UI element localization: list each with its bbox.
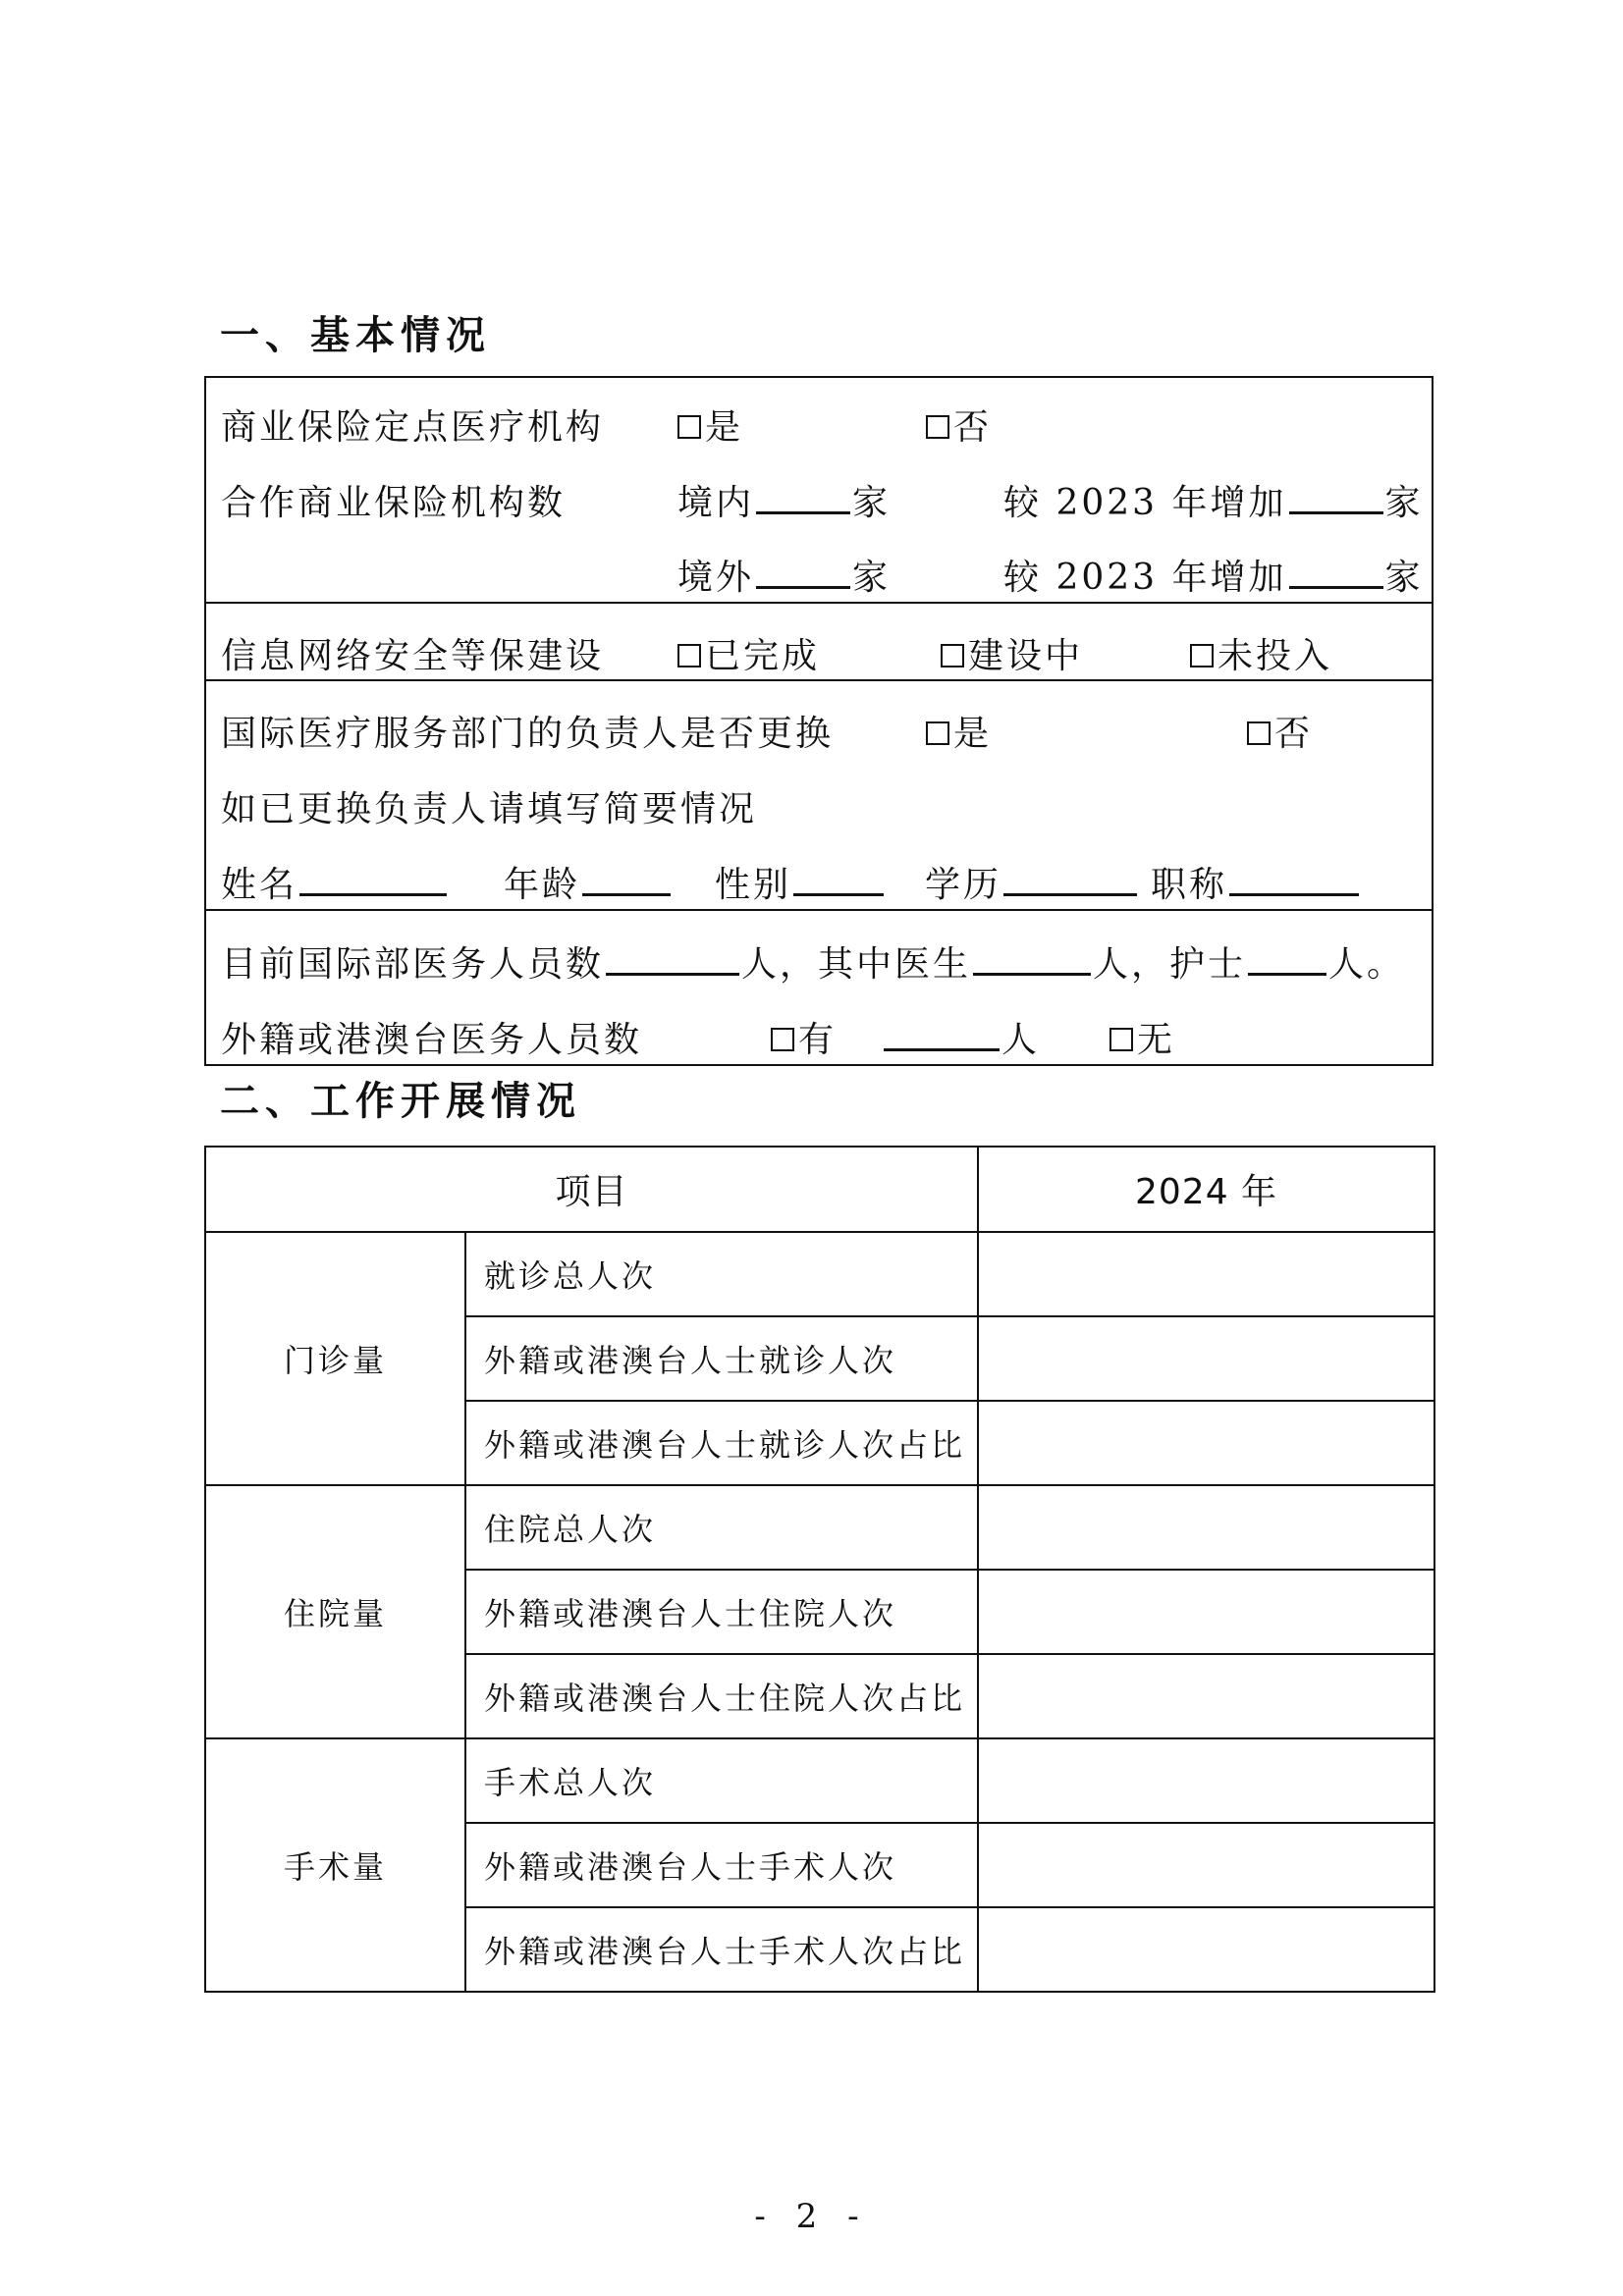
row-label: 手术总人次 bbox=[465, 1738, 978, 1823]
checkbox[interactable] bbox=[1190, 644, 1214, 667]
doctor-count-blank[interactable] bbox=[973, 943, 1091, 976]
column-header-item: 项目 bbox=[205, 1147, 978, 1232]
name-blank[interactable] bbox=[299, 864, 447, 896]
group-outpatient: 门诊量 bbox=[205, 1232, 465, 1485]
leader-no-option[interactable]: 否 bbox=[1247, 706, 1313, 756]
value-cell[interactable] bbox=[978, 1316, 1434, 1401]
education-blank[interactable] bbox=[1003, 864, 1137, 896]
insurance-yes-option[interactable]: 是 bbox=[677, 400, 743, 450]
checkbox[interactable] bbox=[677, 415, 701, 439]
value-cell[interactable] bbox=[978, 1907, 1434, 1992]
education-field: 学历 bbox=[925, 857, 1139, 907]
leader-yes-option[interactable]: 是 bbox=[926, 706, 992, 756]
leader-label: 国际医疗服务部门的负责人是否更换 bbox=[221, 714, 835, 754]
insurance-no-option[interactable]: 否 bbox=[926, 400, 992, 450]
row-label: 住院总人次 bbox=[465, 1485, 978, 1570]
foreign-increase-field: 较 2023 年增加 家 bbox=[1003, 558, 1424, 598]
domestic-increase-field: 较 2023 年增加 家 bbox=[1003, 483, 1424, 523]
checkbox[interactable] bbox=[926, 415, 949, 439]
domestic-increase-blank[interactable] bbox=[1289, 482, 1383, 514]
value-cell[interactable] bbox=[978, 1401, 1434, 1485]
security-done-option[interactable]: 已完成 bbox=[677, 628, 820, 678]
foreign-staff-label: 外籍或港澳台医务人员数 bbox=[221, 1020, 643, 1060]
leader-note: 如已更换负责人请填写简要情况 bbox=[221, 789, 758, 829]
page-number: - 2 - bbox=[754, 2197, 869, 2236]
nurse-count-blank[interactable] bbox=[1248, 943, 1326, 976]
table-header-row bbox=[205, 1147, 1434, 1232]
security-none-option[interactable]: 未投入 bbox=[1190, 628, 1332, 678]
divider bbox=[204, 602, 1434, 604]
title-blank[interactable] bbox=[1229, 864, 1359, 896]
name-field: 姓名 bbox=[221, 857, 449, 907]
section2-title: 二、工作开展情况 bbox=[220, 1078, 581, 1124]
group-inpatient: 住院量 bbox=[205, 1485, 465, 1738]
foreign-staff-has-option[interactable]: 有 bbox=[771, 1012, 837, 1062]
foreign-staff-none-option[interactable]: 无 bbox=[1109, 1012, 1175, 1062]
table-row bbox=[205, 1232, 1434, 1316]
age-field: 年龄 bbox=[504, 857, 673, 907]
checkbox[interactable] bbox=[926, 721, 949, 745]
checkbox[interactable] bbox=[1109, 1028, 1133, 1051]
security-label: 信息网络安全等保建设 bbox=[221, 636, 605, 676]
value-cell[interactable] bbox=[978, 1823, 1434, 1907]
row-label: 外籍或港澳台人士手术人次 bbox=[465, 1823, 978, 1907]
work-statistics-table bbox=[204, 1146, 1435, 1993]
partners-label: 合作商业保险机构数 bbox=[221, 483, 567, 523]
gender-field: 性别 bbox=[715, 857, 886, 907]
value-cell[interactable] bbox=[978, 1738, 1434, 1823]
age-blank[interactable] bbox=[582, 864, 671, 896]
value-cell[interactable] bbox=[978, 1654, 1434, 1738]
foreign-count-blank[interactable] bbox=[756, 557, 850, 589]
checkbox[interactable] bbox=[771, 1028, 794, 1051]
value-cell[interactable] bbox=[978, 1570, 1434, 1654]
value-cell[interactable] bbox=[978, 1485, 1434, 1570]
checkbox[interactable] bbox=[677, 644, 701, 667]
row-label: 外籍或港澳台人士住院人次占比 bbox=[465, 1654, 978, 1738]
foreign-staff-count-blank[interactable] bbox=[884, 1019, 1000, 1051]
table-row bbox=[205, 1738, 1434, 1823]
insurance-label: 商业保险定点医疗机构 bbox=[221, 407, 605, 448]
group-surgery: 手术量 bbox=[205, 1738, 465, 1992]
foreign-field: 境外 家 bbox=[677, 558, 892, 598]
gender-blank[interactable] bbox=[793, 864, 884, 896]
domestic-field: 境内 家 bbox=[677, 483, 892, 523]
foreign-staff-count-field: 人 bbox=[882, 1012, 1040, 1062]
staff-line: 目前国际部医务人员数 人，其中医生 人，护士 人。 bbox=[221, 944, 1406, 985]
title-field: 职称 bbox=[1151, 857, 1361, 907]
divider bbox=[204, 909, 1434, 911]
row-label: 外籍或港澳台人士就诊人次 bbox=[465, 1316, 978, 1401]
row-label: 外籍或港澳台人士手术人次占比 bbox=[465, 1907, 978, 1992]
row-label: 外籍或港澳台人士住院人次 bbox=[465, 1570, 978, 1654]
checkbox[interactable] bbox=[941, 644, 964, 667]
checkbox[interactable] bbox=[1247, 721, 1271, 745]
domestic-count-blank[interactable] bbox=[756, 482, 850, 514]
value-cell[interactable] bbox=[978, 1232, 1434, 1316]
divider bbox=[204, 679, 1434, 681]
column-header-year: 2024 年 bbox=[978, 1147, 1434, 1232]
staff-total-blank[interactable] bbox=[606, 943, 739, 976]
foreign-increase-blank[interactable] bbox=[1289, 557, 1383, 589]
section1-title: 一、基本情况 bbox=[220, 312, 491, 358]
security-building-option[interactable]: 建设中 bbox=[941, 628, 1083, 678]
row-label: 就诊总人次 bbox=[465, 1232, 978, 1316]
row-label: 外籍或港澳台人士就诊人次占比 bbox=[465, 1401, 978, 1485]
table-row bbox=[205, 1485, 1434, 1570]
